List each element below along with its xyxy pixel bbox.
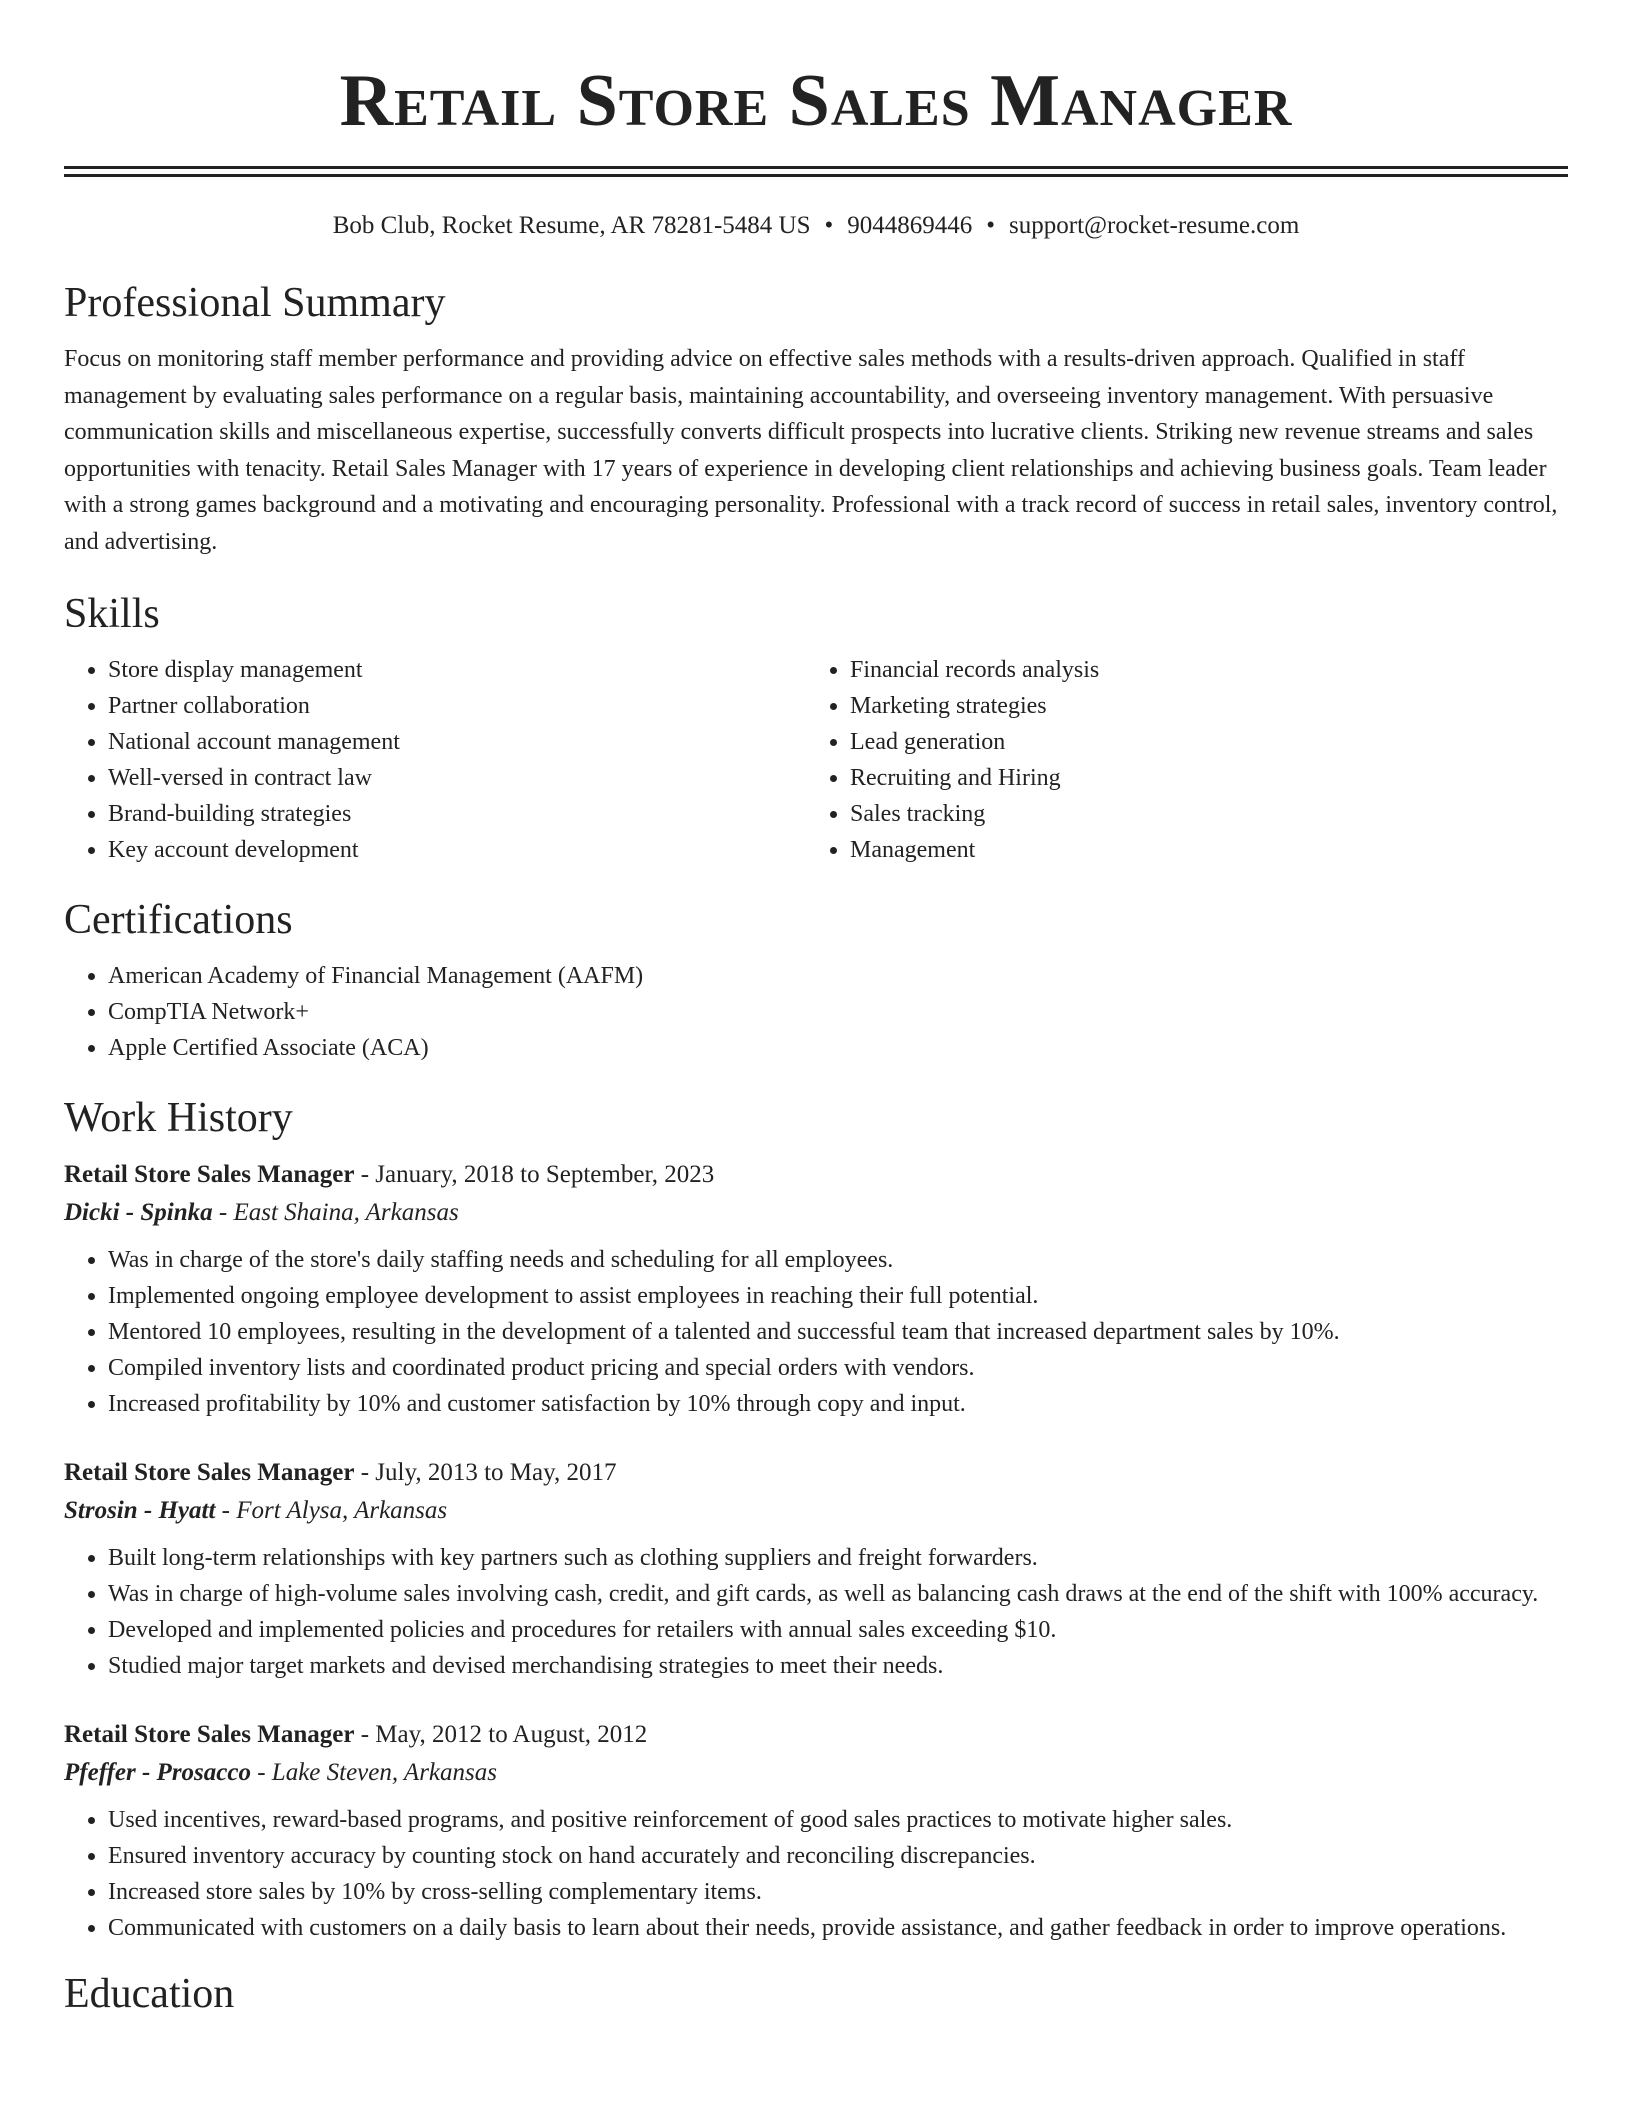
job-header <box>64 1454 1568 1492</box>
contact-line <box>64 209 1568 243</box>
skills-heading: Skills <box>64 591 160 637</box>
job-bullet: • Mentored 10 employees, resulting in the development of a talented and successful team that increased department sales by 10%. <box>108 1314 1568 1350</box>
job-location: - East Shaina, Arkansas <box>212 1199 459 1226</box>
education-heading: Education <box>64 1971 235 2017</box>
job-bullet: • Was in charge of high-volume sales involving cash, credit, and gift cards, as well as balancing cash draws at the end of the shift with 100% accuracy. <box>108 1576 1568 1612</box>
skill-item: • National account management <box>108 724 806 760</box>
summary-heading: Professional Summary <box>64 280 446 326</box>
job-bullet: • Developed and implemented policies and procedures for retailers with annual sales exceeding $10. <box>108 1612 1568 1648</box>
contact-separator: • <box>824 212 834 239</box>
job-employer <box>64 1194 1568 1232</box>
job-bullet: • Increased profitability by 10% and customer satisfaction by 10% through copy and input. <box>108 1386 1568 1422</box>
job-entry <box>64 1156 1568 1422</box>
skill-item: • Recruiting and Hiring <box>850 760 1548 796</box>
job-bullet: • Used incentives, reward-based programs, and positive reinforcement of good sales practices to motivate higher sales. <box>108 1802 1568 1838</box>
job-entry <box>64 1716 1568 1946</box>
skill-item: • Key account development <box>108 832 806 868</box>
summary-text: Focus on monitoring staff member performance and providing advice on effective sales methods with a results-driven approach. Qualified in staff management by evaluating sales performance on a regular basis, maintaining accountability, and overseeing inventory management. With persuasive communication skills and miscellaneous expertise, successfully converts difficult prospects into lucrative clients. Striking new revenue streams and sales opportunities with tenacity. Retail Sales Manager with 17 years of experience in developing client relationships and achieving business goals. Team leader with a strong games background and a motivating and encouraging personality. Professional with a track record of success in retail sales, inventory control, and advertising. <box>64 346 1558 555</box>
job-dates: - May, 2012 to August, 2012 <box>354 1721 648 1748</box>
skill-item: • Lead generation <box>850 724 1548 760</box>
job-bullet: • Compiled inventory lists and coordinated product pricing and special orders with vendors. <box>108 1350 1568 1386</box>
job-entry <box>64 1454 1568 1684</box>
certification-item: • CompTIA Network+ <box>108 994 1568 1030</box>
job-company: Pfeffer - Prosacco <box>64 1759 251 1786</box>
job-dates: - July, 2013 to May, 2017 <box>354 1459 617 1486</box>
contact-phone: 9044869446 <box>847 212 973 239</box>
job-title: Retail Store Sales Manager <box>64 1721 355 1748</box>
title-divider-bottom <box>64 174 1568 177</box>
job-bullet: • Implemented ongoing employee development to assist employees in reaching their full potential. <box>108 1278 1568 1314</box>
job-bullet: • Communicated with customers on a daily basis to learn about their needs, provide assistance, and gather feedback in order to improve operations. <box>108 1910 1568 1946</box>
skills-left-column <box>64 652 806 868</box>
job-company: Dicki - Spinka <box>64 1199 213 1226</box>
skill-item: • Management <box>850 832 1548 868</box>
skill-item: • Brand-building strategies <box>108 796 806 832</box>
skill-item: • Partner collaboration <box>108 688 806 724</box>
job-title: Retail Store Sales Manager <box>64 1161 355 1188</box>
job-employer <box>64 1492 1568 1530</box>
skills-columns <box>64 652 1568 868</box>
contact-separator: • <box>986 212 996 239</box>
job-title: Retail Store Sales Manager <box>64 1459 355 1486</box>
summary-section <box>64 277 1568 560</box>
certifications-section <box>64 894 1568 1066</box>
skill-item: • Financial records analysis <box>850 652 1548 688</box>
job-employer <box>64 1754 1568 1792</box>
work-history-heading: Work History <box>64 1095 293 1141</box>
certification-item: • Apple Certified Associate (ACA) <box>108 1030 1568 1066</box>
skill-item: • Sales tracking <box>850 796 1548 832</box>
skills-right-column <box>806 652 1548 868</box>
job-company: Strosin - Hyatt <box>64 1497 216 1524</box>
contact-email: support@rocket-resume.com <box>1009 212 1300 239</box>
work-history-section <box>64 1092 1568 1946</box>
job-header <box>64 1716 1568 1754</box>
job-dates: - January, 2018 to September, 2023 <box>354 1161 715 1188</box>
skill-item: • Store display management <box>108 652 806 688</box>
job-bullet: • Was in charge of the store's daily staffing needs and scheduling for all employees. <box>108 1242 1568 1278</box>
certifications-heading: Certifications <box>64 897 293 943</box>
resume-title: Retail Store Sales Manager <box>339 60 1293 142</box>
job-bullet: • Built long-term relationships with key partners such as clothing suppliers and freight forwarders. <box>108 1540 1568 1576</box>
job-bullet: • Studied major target markets and devised merchandising strategies to meet their needs. <box>108 1648 1568 1684</box>
job-location: - Lake Steven, Arkansas <box>250 1759 497 1786</box>
job-header <box>64 1156 1568 1194</box>
skills-section <box>64 588 1568 868</box>
education-section <box>64 1968 1568 2020</box>
certification-item: • American Academy of Financial Management (AAFM) <box>108 958 1568 994</box>
job-bullet: • Ensured inventory accuracy by counting stock on hand accurately and reconciling discrepancies. <box>108 1838 1568 1874</box>
contact-address: Bob Club, Rocket Resume, AR 78281-5484 US <box>332 212 811 239</box>
job-location: - Fort Alysa, Arkansas <box>215 1497 448 1524</box>
skill-item: • Marketing strategies <box>850 688 1548 724</box>
skill-item: • Well-versed in contract law <box>108 760 806 796</box>
job-bullet: • Increased store sales by 10% by cross-selling complementary items. <box>108 1874 1568 1910</box>
